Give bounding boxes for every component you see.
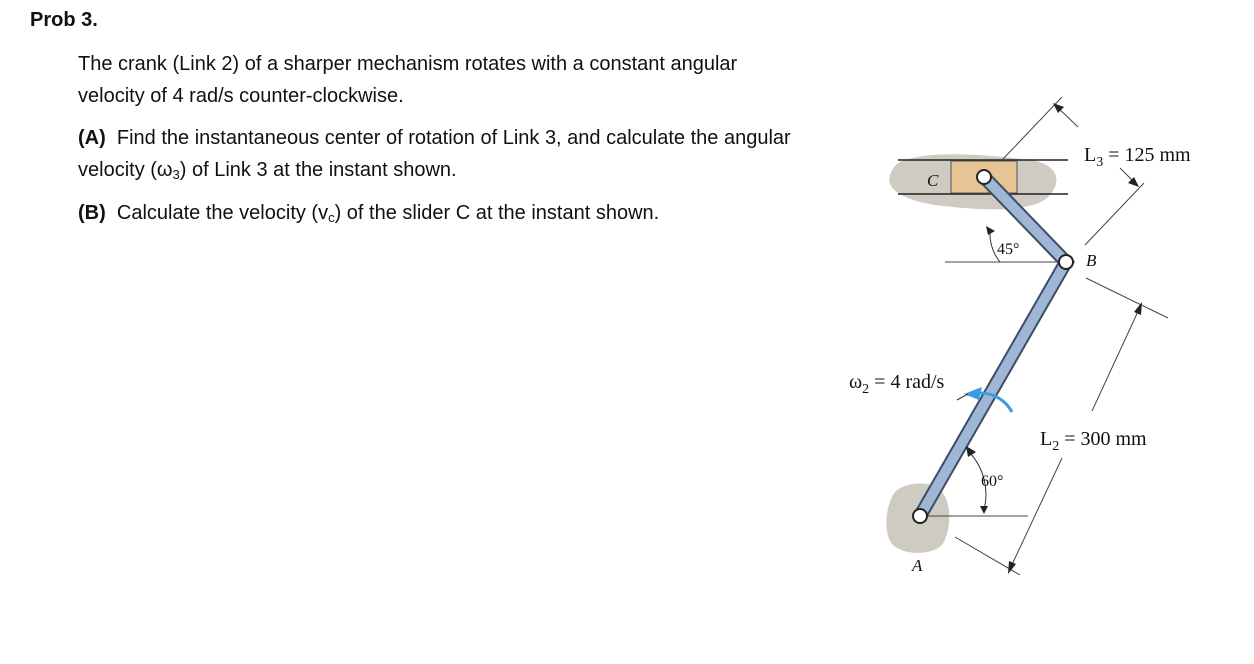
l3-subscript: 3 (1096, 155, 1104, 170)
omega2-label (849, 371, 945, 397)
part-a-text: Find the instantaneous center of rotation of Link 3, and calculate the angular velocity ( (78, 127, 791, 181)
l3-extension-b (1085, 183, 1144, 245)
l3-extension-c (1003, 97, 1062, 159)
l3-value: = 125 mm (1103, 144, 1191, 166)
l2-dimension-label (1040, 428, 1147, 454)
pin-c (977, 170, 991, 184)
angle-60-arrowhead-top (966, 446, 976, 457)
part-b-text-end: ) of the slider C at the instant shown. (334, 202, 660, 224)
vc-subscript: c (328, 210, 335, 225)
pin-a (913, 509, 927, 523)
pin-b (1059, 255, 1073, 269)
part-b-label: (B) (78, 202, 106, 224)
point-c-label: C (927, 171, 939, 190)
omega2-value: = 4 rad/s (869, 371, 945, 393)
l3-dimension-label (1084, 144, 1191, 170)
point-a-label: A (912, 556, 923, 575)
l2-value: = 300 mm (1059, 428, 1147, 450)
omega3-subscript: 3 (172, 167, 180, 182)
problem-title: Prob 3. (30, 9, 98, 31)
l2-dimension-line-lower (1009, 458, 1062, 571)
angle-45-label: 45° (997, 241, 1020, 258)
angle-60-arrowhead-bottom (980, 506, 988, 514)
l2-dimension-line-upper (1092, 305, 1141, 411)
part-a-text-end: ) of Link 3 at the instant shown. (179, 159, 457, 181)
omega2-subscript: 2 (862, 382, 870, 397)
l3-symbol: L (1084, 144, 1097, 166)
part-a-label: (A) (78, 127, 106, 149)
part-b-text: Calculate the velocity ( (116, 202, 319, 224)
l2-extension-b (1086, 278, 1168, 318)
problem-intro: The crank (Link 2) of a sharper mechanism rotates with a constant angular velocity of 4 rad/s counter-clockwise. (78, 53, 738, 107)
point-b-label: B (1086, 251, 1097, 270)
omega2-arrowhead (964, 387, 982, 400)
l3-arrowhead-lower (1128, 177, 1139, 187)
l2-subscript: 2 (1052, 439, 1060, 454)
vc-symbol: v (318, 202, 329, 224)
omega3-symbol: ω (156, 159, 173, 181)
l2-symbol: L (1040, 428, 1053, 450)
l2-arrowhead-upper (1134, 302, 1142, 315)
angle-45-arrowhead (986, 226, 995, 235)
omega2-pointer-line (957, 394, 968, 400)
angle-60-label: 60° (981, 473, 1004, 490)
omega2-symbol: ω (849, 371, 863, 393)
